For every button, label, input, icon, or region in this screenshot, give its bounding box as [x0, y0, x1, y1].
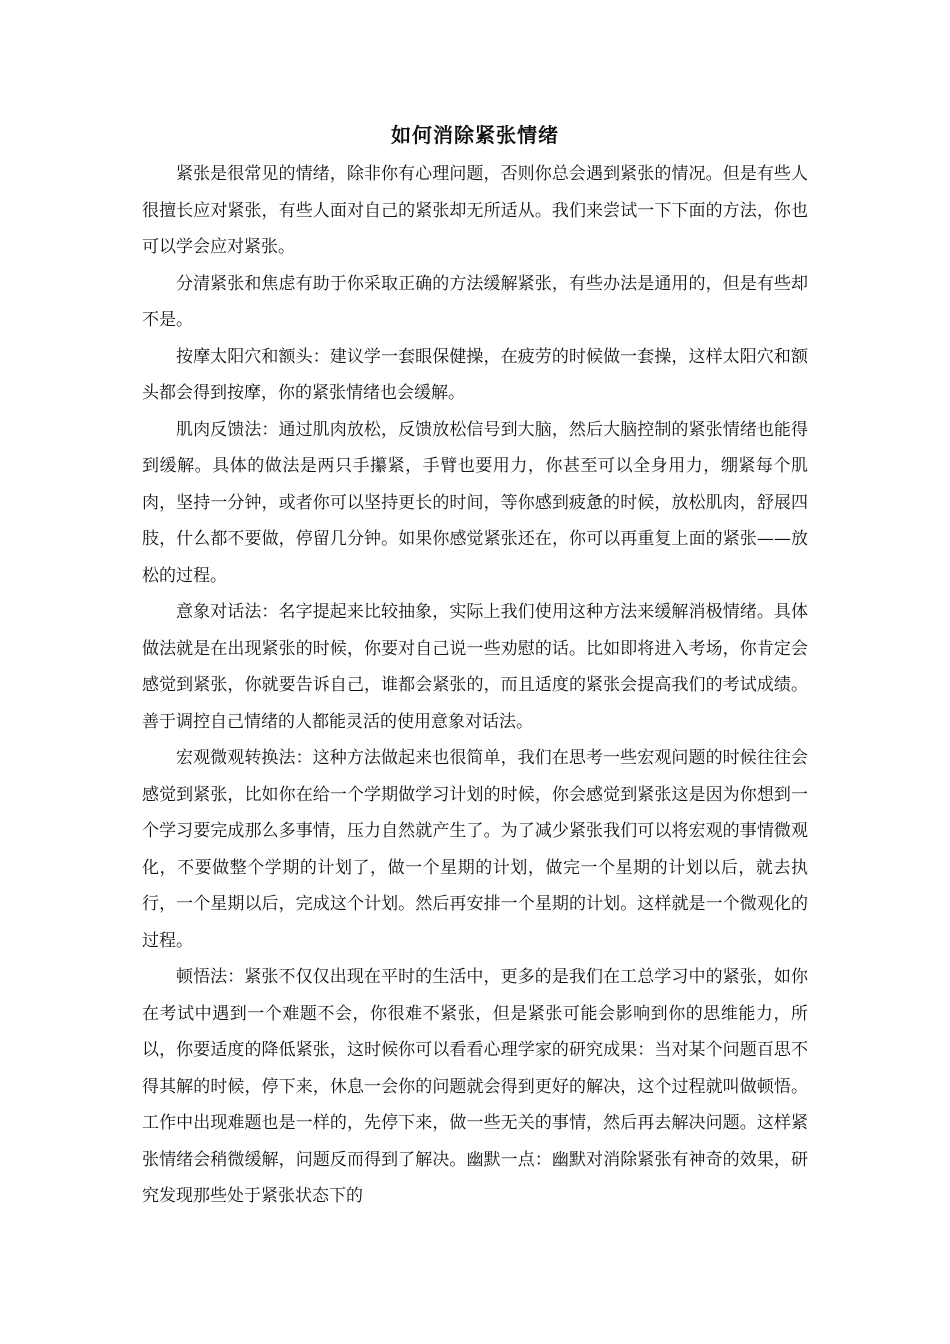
paragraph-imagery-dialogue-method: 意象对话法：名字提起来比较抽象，实际上我们使用这种方法来缓解消极情绪。具体做法就是在出现紧张的时候，你要对自己说一些劝慰的话。比如即将进入考场，你肯定会感觉到紧张，你就要告诉自己，谁都会紧张的，而且适度的紧张会提高我们的考试成绩。善于调控自己情绪的人都能灵活的使用意象对话法。	[142, 602, 808, 732]
paragraph-distinguish-anxiety: 分清紧张和焦虑有助于你采取正确的方法缓解紧张，有些办法是通用的，但是有些却不是。	[142, 273, 808, 330]
paragraph-macro-micro-method: 宏观微观转换法：这种方法做起来也很简单，我们在思考一些宏观问题的时候往往会感觉到紧张，比如你在给一个学期做学习计划的时候，你会感觉到紧张这是因为你想到一个学习要完成那么多事情，压力自然就产生了。为了减少紧张我们可以将宏观的事情微观化，不要做整个学期的计划了，做一个星期的计划，做完一个星期的计划以后，就去执行，一个星期以后，完成这个计划。然后再安排一个星期的计划。这样就是一个微观化的过程。	[142, 748, 808, 951]
paragraph-massage-method: 按摩太阳穴和额头：建议学一套眼保健操，在疲劳的时候做一套操，这样太阳穴和额头都会得到按摩，你的紧张情绪也会缓解。	[142, 346, 808, 403]
paragraph-intro: 紧张是很常见的情绪，除非你有心理问题，否则你总会遇到紧张的情况。但是有些人很擅长应对紧张，有些人面对自己的紧张却无所适从。我们来尝试一下下面的方法，你也可以学会应对紧张。	[142, 164, 808, 257]
document-title: 如何消除紧张情绪	[391, 123, 559, 147]
paragraph-insight-method: 顿悟法：紧张不仅仅出现在平时的生活中，更多的是我们在工总学习中的紧张，如你在考试中遇到一个难题不会，你很难不紧张，但是紧张可能会影响到你的思维能力，所以，你要适度的降低紧张，这时候你可以看看心理学家的研究成果：当对某个问题百思不得其解的时候，停下来，休息一会你的问题就会得到更好的解决，这个过程就叫做顿悟。工作中出现难题也是一样的，先停下来，做一些无关的事情，然后再去解决问题。这样紧张情绪会稍微缓解，问题反而得到了解决。幽默一点：幽默对消除紧张有神奇的效果，研究发现那些处于紧张状态下的	[142, 967, 808, 1206]
document-body	[142, 156, 808, 1215]
paragraph-muscle-feedback-method: 肌肉反馈法：通过肌肉放松，反馈放松信号到大脑，然后大脑控制的紧张情绪也能得到缓解。具体的做法是两只手攥紧，手臂也要用力，你甚至可以全身用力，绷紧每个肌肉，坚持一分钟，或者你可以坚持更长的时间，等你感到疲惫的时候，放松肌肉，舒展四肢，什么都不要做，停留几分钟。如果你感觉紧张还在，你可以再重复上面的紧张——放松的过程。	[142, 419, 808, 586]
